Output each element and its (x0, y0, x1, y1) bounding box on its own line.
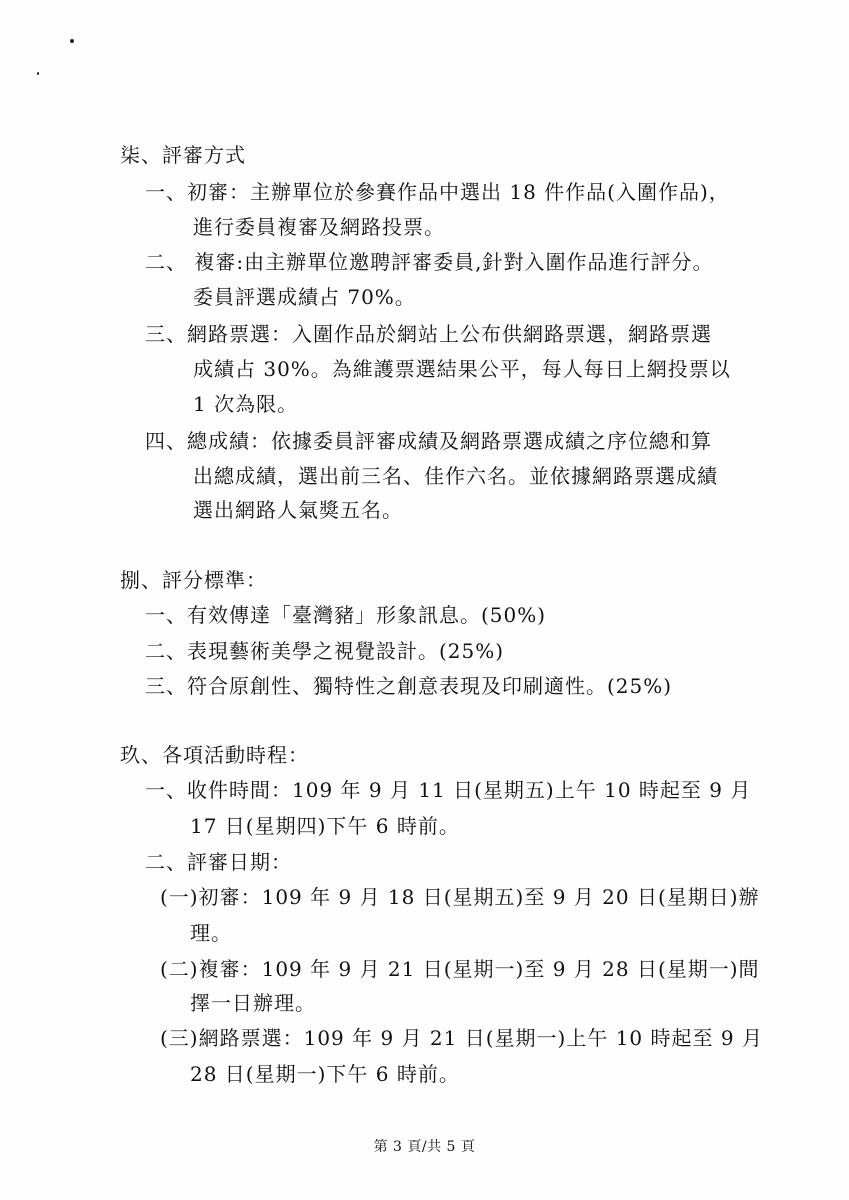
section-8-item-2: 二、表現藝術美學之視覺設計。(25%) (145, 639, 505, 663)
section-7-item-1-line-2: 進行委員複審及網路投票。 (193, 215, 445, 239)
section-8-heading: 捌、評分標準： (120, 568, 267, 592)
section-7-item-1-line-1: 一、初審：主辦單位於參賽作品中選出 18 件作品(入圍作品)， (145, 180, 730, 204)
section-9-sub-1-line-1: (一)初審：109 年 9 月 18 日(星期五)至 9 月 20 日(星期日)辦 (160, 885, 760, 909)
section-7-item-4-line-3: 選出網路人氣獎五名。 (193, 498, 403, 522)
section-9-sub-1-line-2: 理。 (190, 921, 232, 945)
section-8-item-1: 一、有效傳達「臺灣豬」形象訊息。(50%) (145, 603, 547, 627)
section-9-item-1-line-1: 一、收件時間：109 年 9 月 11 日(星期五)上午 10 時起至 9 月 (145, 778, 752, 802)
section-8-item-3: 三、符合原創性、獨特性之創意表現及印刷適性。(25%) (145, 674, 673, 698)
section-7-item-3-line-2: 成績占 30%。為維護票選結果公平，每人每日上網投票以 (193, 357, 731, 381)
scan-speck (70, 39, 74, 43)
section-9-item-2: 二、評審日期： (145, 850, 292, 874)
section-7-item-4-line-1: 四、總成績：依據委員評審成績及網路票選成績之序位總和算 (145, 429, 712, 453)
section-9-sub-3-line-2: 28 日(星期一)下午 6 時前。 (190, 1062, 460, 1086)
section-7-item-3-line-3: 1 次為限。 (193, 392, 299, 416)
page-number-footer: 第 3 頁/共 5 頁 (373, 1139, 476, 1155)
section-7-item-3-line-1: 三、網路票選：入圍作品於網站上公布供網路票選，網路票選 (145, 322, 712, 346)
section-7-heading: 柒、評審方式 (120, 143, 246, 167)
section-9-sub-2-line-1: (二)複審：109 年 9 月 21 日(星期一)至 9 月 28 日(星期一)間 (160, 957, 760, 981)
section-7-item-2-line-2: 委員評選成績占 70%。 (193, 285, 416, 309)
section-9-sub-2-line-2: 擇一日辦理。 (190, 991, 316, 1015)
section-7-item-4-line-2: 出總成績，選出前三名、佳作六名。並依據網路票選成績 (193, 464, 718, 488)
scan-speck (37, 72, 39, 75)
section-9-item-1-line-2: 17 日(星期四)下午 6 時前。 (190, 814, 460, 838)
section-9-sub-3-line-1: (三)網路票選：109 年 9 月 21 日(星期一)上午 10 時起至 9 月 (160, 1026, 763, 1050)
section-7-item-2-line-1: 二、 複審:由主辦單位邀聘評審委員,針對入圍作品進行評分。 (145, 250, 714, 274)
section-9-heading: 玖、各項活動時程： (120, 743, 309, 767)
